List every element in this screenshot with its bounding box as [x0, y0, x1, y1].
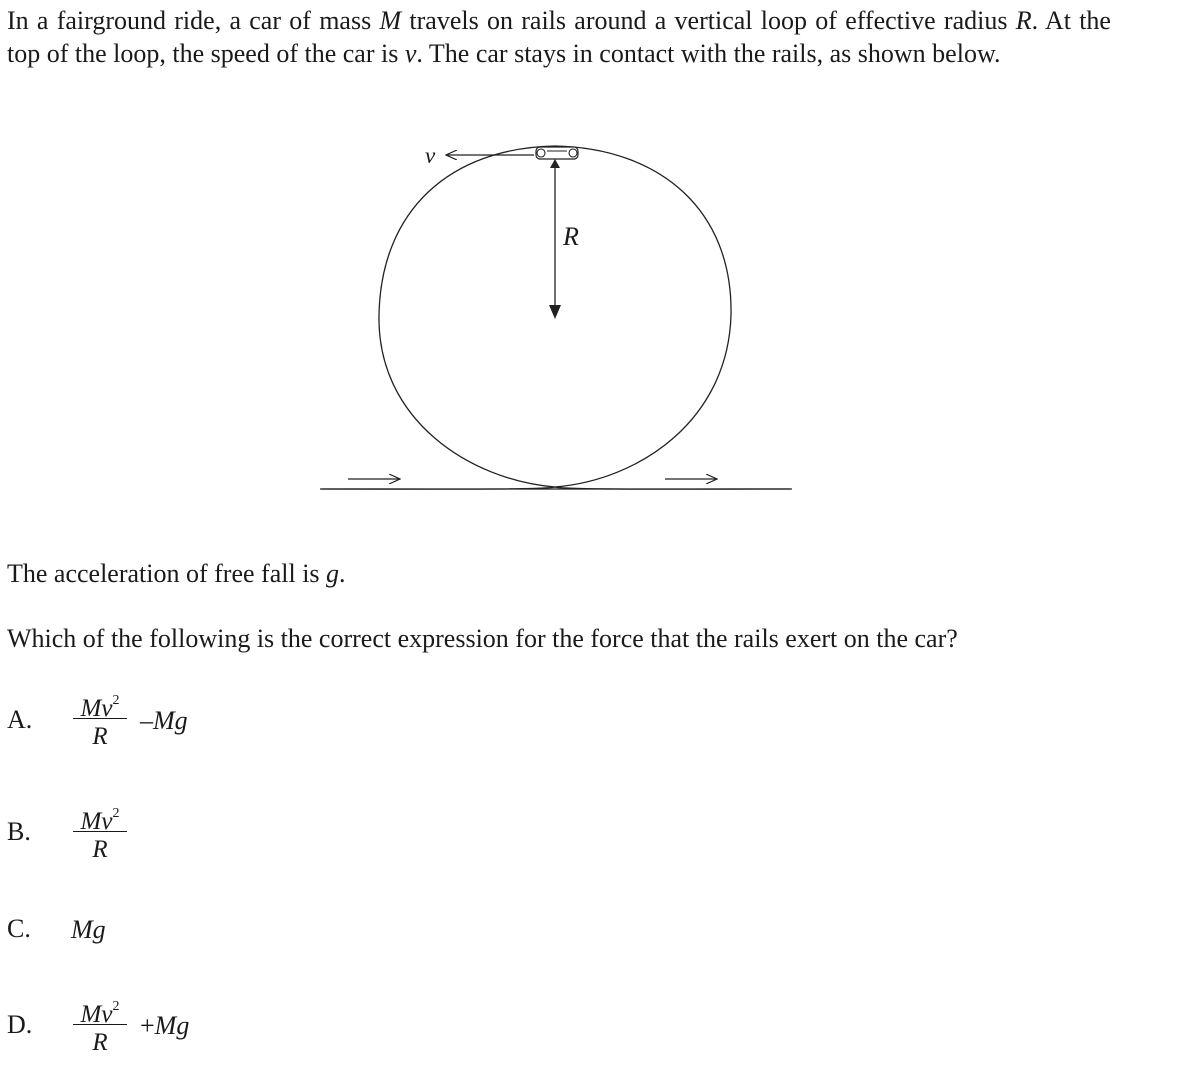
option-d-term: Mg	[154, 1011, 190, 1040]
option-d-denominator: R	[92, 1029, 108, 1056]
option-d-letter: D.	[7, 1010, 33, 1039]
var-g: g	[326, 559, 340, 588]
var-speed: v	[404, 39, 417, 68]
var-mass: M	[379, 6, 402, 35]
option-a-fraction	[73, 686, 127, 752]
option-a-letter: A.	[7, 705, 33, 734]
option-d-fraction	[73, 992, 127, 1058]
option-b-power: 2	[112, 806, 120, 821]
loop-diagram	[0, 0, 1191, 520]
radius-label: R	[563, 222, 579, 251]
loop-drawing	[0, 0, 1191, 520]
question-prompt: Which of the following is the correct expression for the force that the rails exert on the car?	[7, 624, 958, 653]
free-fall-end: .	[339, 559, 346, 588]
option-c-term: Mg	[71, 915, 106, 944]
intro-text-2: travels on rails around a vertical loop of effective radius	[401, 6, 1016, 35]
free-fall-text: The acceleration of free fall is	[7, 559, 327, 588]
option-b-letter: B.	[7, 817, 31, 846]
option-c-letter: C.	[7, 914, 31, 943]
option-d-power: 2	[112, 999, 120, 1014]
car-icon	[536, 147, 578, 168]
option-a-term: Mg	[153, 706, 188, 735]
option-d-numerator-text: Mv	[80, 1001, 113, 1028]
option-a-denominator: R	[92, 723, 108, 750]
option-d-operator: +	[140, 1011, 155, 1040]
vertical-loop	[322, 143, 790, 489]
option-d-numerator	[73, 992, 127, 1028]
option-d-tail	[140, 1011, 189, 1041]
var-radius: R	[1015, 6, 1032, 35]
option-a-power: 2	[112, 693, 120, 708]
option-a-operator: –	[140, 706, 153, 735]
option-b-fraction	[73, 799, 127, 865]
intro-text-1: In a fairground ride, a car of mass	[7, 6, 380, 35]
option-a-numerator-text: Mv	[80, 695, 113, 722]
option-b-numerator-text: Mv	[80, 808, 113, 835]
velocity-label: v	[425, 143, 436, 168]
free-fall-statement	[7, 559, 346, 589]
intro-text-4: . The car stays in contact with the rails, as shown below.	[416, 39, 1001, 68]
option-b-numerator	[73, 799, 127, 835]
option-a-tail	[140, 706, 188, 736]
intro-text-3: . At the top of the loop, the speed of the car is	[7, 6, 1111, 68]
radius-arrowhead	[549, 305, 561, 319]
option-a-numerator	[73, 686, 127, 722]
option-b-denominator: R	[92, 836, 108, 863]
